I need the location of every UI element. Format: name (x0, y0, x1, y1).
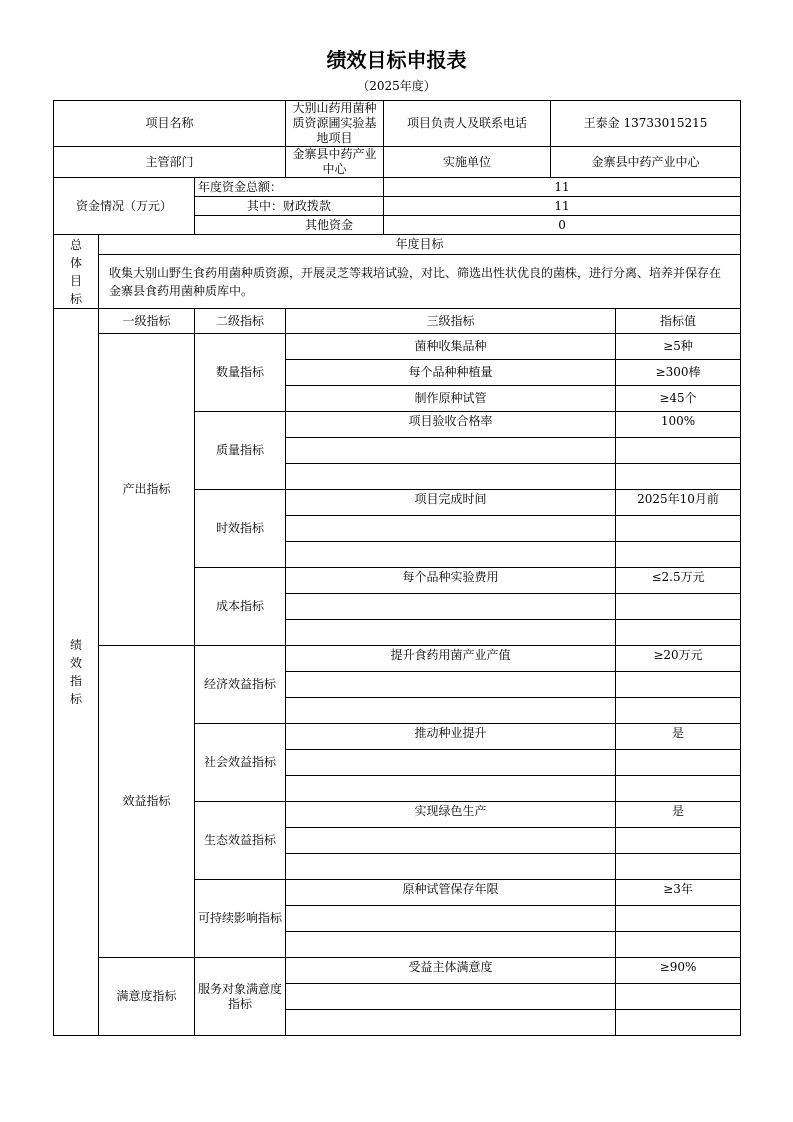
empty-cell (286, 906, 616, 932)
project-contact-value: 王泰金 13733015215 (551, 101, 741, 147)
empty-cell (616, 464, 741, 490)
empty-cell (616, 698, 741, 724)
funds-total-label: 年度资金总额： (195, 178, 384, 197)
empty-cell (616, 750, 741, 776)
indicator-value: ≥3年 (616, 880, 741, 906)
col-value-header: 指标值 (616, 309, 741, 334)
cost-indicators-label: 成本指标 (195, 568, 286, 646)
funds-total-value: 11 (384, 178, 741, 197)
indicator-value: ≥5种 (616, 334, 741, 360)
page-title: 绩效目标申报表 (326, 48, 467, 72)
empty-cell (286, 932, 616, 958)
empty-cell (286, 542, 616, 568)
empty-cell (616, 932, 741, 958)
indicator-value: 2025年10月前 (616, 490, 741, 516)
indicator-row: 项目完成时间 (286, 490, 616, 516)
satisfaction-indicators-label: 满意度指标 (99, 958, 195, 1036)
empty-cell (616, 984, 741, 1010)
indicator-row: 实现绿色生产 (286, 802, 616, 828)
empty-cell (286, 984, 616, 1010)
indicator-value: 是 (616, 724, 741, 750)
indicator-value: ≥300棒 (616, 360, 741, 386)
indicators-label: 绩 效 指 标 (54, 309, 99, 1036)
empty-cell (616, 542, 741, 568)
empty-cell (616, 776, 741, 802)
indicator-value: ≥90% (616, 958, 741, 984)
report-year: （2025年度） (357, 79, 436, 93)
output-indicators-label: 产出指标 (99, 334, 195, 646)
funds-other-label: 其他资金 (195, 216, 384, 235)
empty-cell (616, 1010, 741, 1036)
benefit-indicators-label: 效益指标 (99, 646, 195, 958)
empty-cell (286, 776, 616, 802)
col-level1-header: 一级指标 (99, 309, 195, 334)
empty-cell (616, 828, 741, 854)
annual-goal-text: 收集大别山野生食药用菌种质资源，开展灵芝等栽培试验，对比、筛选出性状优良的菌株，进行分离、培养并保存在金寨县食药用菌种质库中。 (99, 255, 741, 309)
empty-cell (286, 516, 616, 542)
timeliness-indicators-label: 时效指标 (195, 490, 286, 568)
project-name-value: 大别山药用菌种质资源圃实验基地项目 (286, 101, 384, 147)
col-level3-header: 三级指标 (286, 309, 616, 334)
quantity-indicators-label: 数量指标 (195, 334, 286, 412)
service-satisfaction-label: 服务对象满意度指标 (195, 958, 286, 1036)
empty-cell (286, 672, 616, 698)
implementing-unit-label: 实施单位 (384, 147, 551, 178)
indicator-row: 推动种业提升 (286, 724, 616, 750)
indicator-row: 每个品种种植量 (286, 360, 616, 386)
indicator-row: 提升食药用菌产业产值 (286, 646, 616, 672)
project-contact-label: 项目负责人及联系电话 (384, 101, 551, 147)
ecological-indicators-label: 生态效益指标 (195, 802, 286, 880)
social-indicators-label: 社会效益指标 (195, 724, 286, 802)
sustainable-indicators-label: 可持续影响指标 (195, 880, 286, 958)
indicator-value: ≥20万元 (616, 646, 741, 672)
empty-cell (616, 516, 741, 542)
overall-goal-label: 总 体 目 标 (54, 235, 99, 309)
department-value: 金寨县中药产业中心 (286, 147, 384, 178)
indicator-row: 项目验收合格率 (286, 412, 616, 438)
empty-cell (286, 464, 616, 490)
indicator-row: 制作原种试管 (286, 386, 616, 412)
implementing-unit-value: 金寨县中药产业中心 (551, 147, 741, 178)
empty-cell (286, 620, 616, 646)
empty-cell (616, 438, 741, 464)
annual-goal-header: 年度目标 (99, 235, 741, 255)
funds-other-value: 0 (384, 216, 741, 235)
empty-cell (286, 750, 616, 776)
performance-goal-table (53, 100, 741, 1036)
empty-cell (286, 438, 616, 464)
indicator-value: ≤2.5万元 (616, 568, 741, 594)
col-level2-header: 二级指标 (195, 309, 286, 334)
indicator-value: 100% (616, 412, 741, 438)
empty-cell (286, 828, 616, 854)
department-label: 主管部门 (54, 147, 286, 178)
funds-fiscal-label: 其中：财政拨款 (195, 197, 384, 216)
empty-cell (616, 672, 741, 698)
indicator-row: 受益主体满意度 (286, 958, 616, 984)
empty-cell (286, 698, 616, 724)
quality-indicators-label: 质量指标 (195, 412, 286, 490)
empty-cell (616, 854, 741, 880)
empty-cell (286, 1010, 616, 1036)
indicator-value: ≥45个 (616, 386, 741, 412)
funds-fiscal-value: 11 (384, 197, 741, 216)
empty-cell (616, 620, 741, 646)
empty-cell (286, 854, 616, 880)
indicator-row: 原种试管保存年限 (286, 880, 616, 906)
empty-cell (616, 594, 741, 620)
indicator-row: 菌种收集品种 (286, 334, 616, 360)
funds-label: 资金情况（万元） (54, 178, 195, 235)
project-name-label: 项目名称 (54, 101, 286, 147)
indicator-row: 每个品种实验费用 (286, 568, 616, 594)
economic-indicators-label: 经济效益指标 (195, 646, 286, 724)
empty-cell (286, 594, 616, 620)
indicator-value: 是 (616, 802, 741, 828)
empty-cell (616, 906, 741, 932)
